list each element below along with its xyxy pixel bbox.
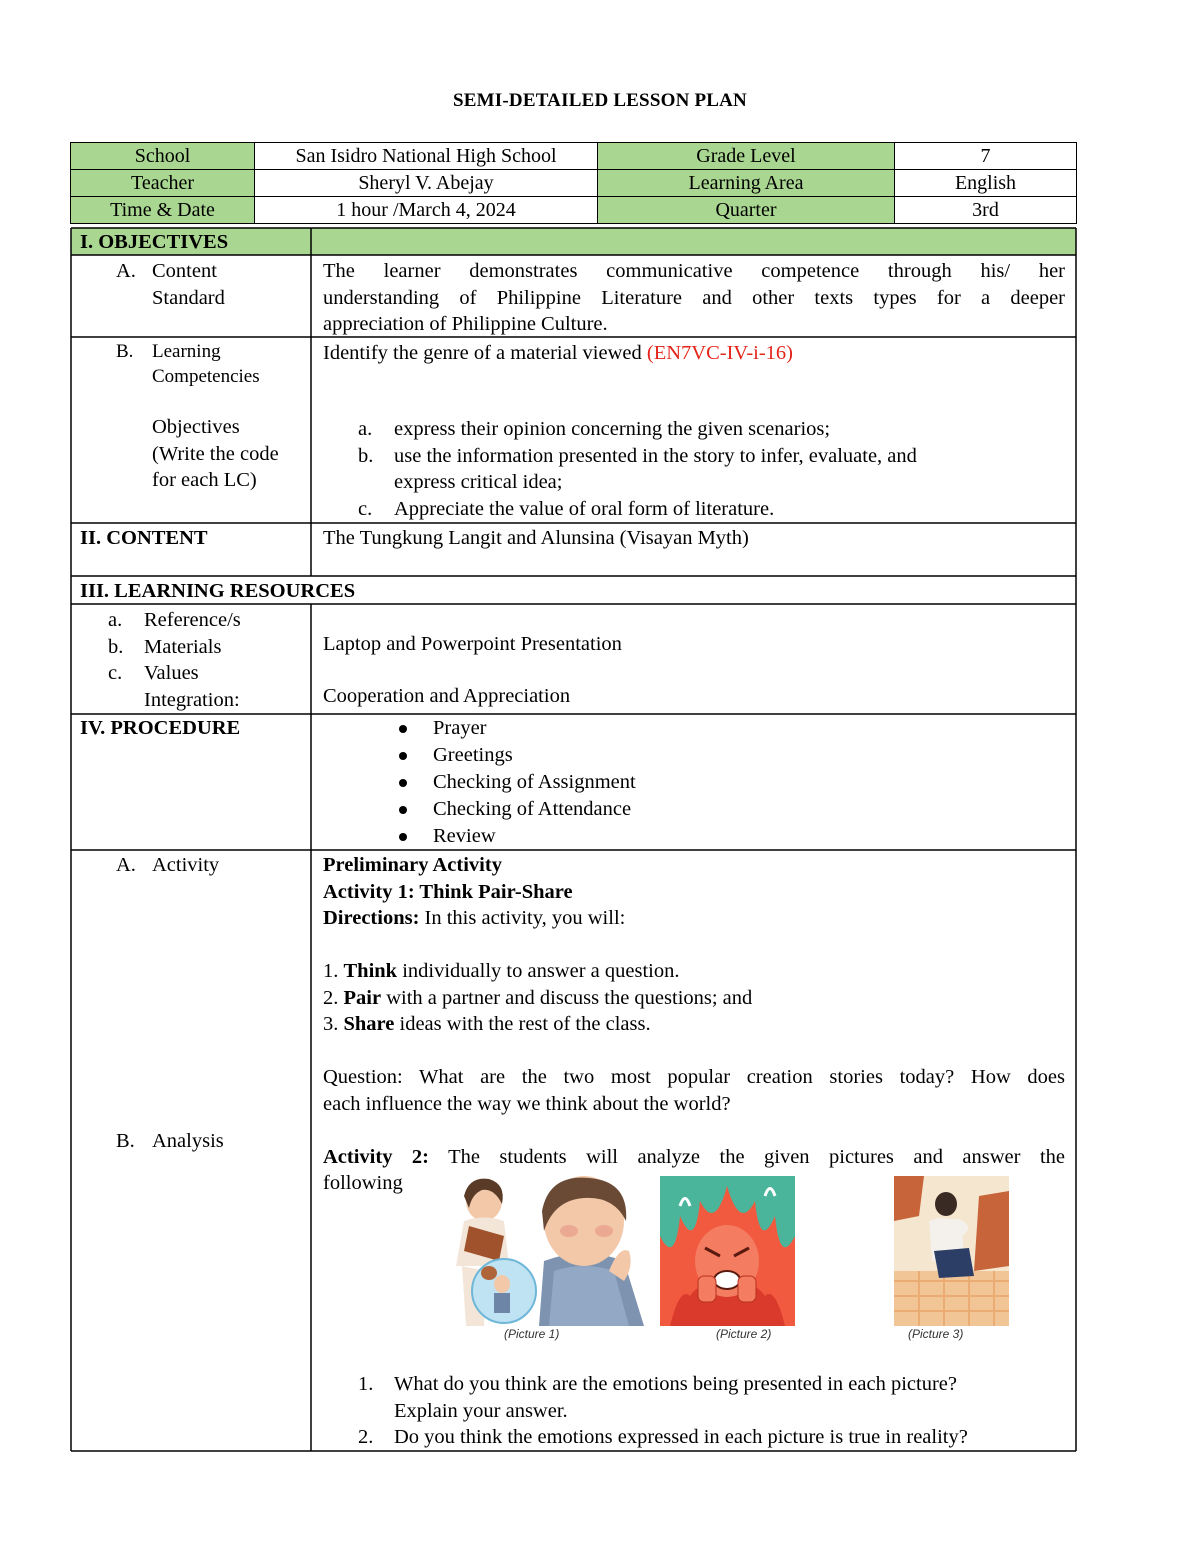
competencies-marker: B. bbox=[116, 341, 134, 362]
competencies-label-line2: Competencies bbox=[152, 366, 260, 387]
competency-text: Identify the genre of a material viewed bbox=[323, 342, 647, 364]
step-item bbox=[323, 958, 1065, 985]
content-text: The Tungkung Langit and Alunsina (Visayan Myth) bbox=[323, 527, 749, 549]
step-item bbox=[323, 985, 1065, 1012]
competency-code: (EN7VC-IV-i-16) bbox=[646, 342, 794, 364]
content-standard-label-line1: Content bbox=[152, 260, 217, 282]
bullet-icon bbox=[399, 752, 407, 760]
question-number: 2. bbox=[358, 1426, 374, 1448]
step-keyword: Share bbox=[343, 1013, 395, 1035]
content-standard-line: understanding of Philippine Literature and other texts types for a deeper bbox=[323, 286, 1065, 309]
step-keyword: Pair bbox=[343, 986, 382, 1009]
step-item bbox=[323, 1011, 1065, 1038]
objectives-label-line: for each LC) bbox=[152, 469, 257, 491]
picture-3-image bbox=[894, 1176, 1009, 1326]
school-label: School bbox=[71, 143, 255, 170]
content-standard-line: appreciation of Philippine Culture. bbox=[323, 313, 608, 335]
question-number: 1. bbox=[358, 1373, 374, 1395]
content-standard-marker: A. bbox=[116, 260, 136, 282]
resource-marker: c. bbox=[108, 662, 123, 684]
step-text: individually to answer a question. bbox=[397, 960, 680, 982]
competencies-label bbox=[152, 339, 260, 389]
procedure-list bbox=[323, 715, 636, 850]
resource-label: Materials bbox=[144, 635, 222, 658]
activity2-text: following bbox=[323, 1172, 403, 1194]
step-number: 2. bbox=[323, 986, 344, 1009]
values-text: Cooperation and Appreciation bbox=[323, 685, 571, 707]
resource-label: Reference/s bbox=[144, 609, 241, 631]
question-item-cont bbox=[358, 1398, 1073, 1425]
procedure-item bbox=[323, 742, 636, 769]
step-keyword: Think bbox=[343, 960, 398, 982]
activity-label: Activity bbox=[152, 854, 220, 876]
objective-item bbox=[358, 443, 1058, 470]
picture-3-caption: (Picture 3) bbox=[908, 1327, 964, 1341]
competencies-label-line1: Learning bbox=[152, 341, 221, 362]
procedure-item-text: Greetings bbox=[433, 744, 513, 767]
activity2-line bbox=[323, 1144, 1065, 1171]
step-number: 3. bbox=[323, 1013, 344, 1035]
picture-1-image bbox=[444, 1176, 647, 1326]
procedure-item-text: Checking of Assignment bbox=[433, 771, 636, 794]
objectives-heading: I. OBJECTIVES bbox=[80, 231, 229, 253]
resource-item bbox=[108, 607, 241, 634]
question-item bbox=[358, 1371, 1073, 1398]
objectives-list bbox=[358, 416, 1058, 522]
question-item-text: What do you think are the emotions being presented in each picture? bbox=[394, 1373, 957, 1395]
resources-list bbox=[108, 607, 241, 713]
bullet-icon bbox=[399, 725, 407, 733]
objectives-label bbox=[152, 414, 279, 494]
activity2-text: The students will analyze the given pictures and answer the bbox=[429, 1145, 1065, 1168]
objective-marker: a. bbox=[358, 418, 373, 440]
objective-item bbox=[358, 416, 1058, 443]
procedure-item-text: Checking of Attendance bbox=[433, 798, 632, 821]
quarter-value: 3rd bbox=[895, 197, 1077, 224]
resources-heading: III. LEARNING RESOURCES bbox=[80, 580, 356, 602]
bullet-icon bbox=[399, 833, 407, 841]
question-item-text: Do you think the emotions expressed in each picture is true in reality? bbox=[394, 1426, 968, 1448]
analysis-label: Analysis bbox=[152, 1130, 224, 1152]
directions-text: In this activity, you will: bbox=[419, 907, 626, 929]
resource-item bbox=[108, 660, 241, 687]
materials-text: Laptop and Powerpoint Presentation bbox=[323, 633, 622, 655]
question-item-text: Explain your answer. bbox=[394, 1399, 568, 1422]
area-label: Learning Area bbox=[598, 170, 895, 197]
resource-item bbox=[108, 634, 241, 661]
step-text: ideas with the rest of the class. bbox=[394, 1013, 651, 1035]
question-text: Question: What are the two most popular creation stories today? How does bbox=[323, 1066, 1065, 1088]
procedure-item bbox=[323, 769, 636, 796]
procedure-item-text: Prayer bbox=[433, 717, 487, 740]
activity-content bbox=[323, 852, 1065, 1197]
procedure-item bbox=[323, 796, 636, 823]
procedure-heading: IV. PROCEDURE bbox=[80, 717, 241, 739]
resource-marker: a. bbox=[108, 609, 123, 631]
bullet-icon bbox=[399, 779, 407, 787]
objective-marker: b. bbox=[358, 444, 374, 467]
directions-line bbox=[323, 905, 1065, 932]
content-standard-label-line2: Standard bbox=[152, 286, 225, 309]
activity2-label: Activity 2: bbox=[323, 1145, 429, 1168]
activity1-title: Activity 1: Think Pair-Share bbox=[323, 880, 573, 903]
objective-text: use the information presented in the story to infer, evaluate, and bbox=[394, 444, 917, 467]
procedure-item bbox=[323, 823, 636, 850]
resource-marker: b. bbox=[108, 635, 124, 658]
grade-label: Grade Level bbox=[598, 143, 895, 170]
picture-2-image bbox=[660, 1176, 795, 1326]
question-item bbox=[358, 1424, 1073, 1451]
content-heading: II. CONTENT bbox=[80, 527, 208, 549]
objective-text: Appreciate the value of oral form of literature. bbox=[394, 497, 775, 520]
teacher-value: Sheryl V. Abejay bbox=[255, 170, 598, 197]
competency-statement bbox=[323, 340, 793, 367]
objective-text: express critical idea; bbox=[394, 471, 563, 493]
question-text: each influence the way we think about the world? bbox=[323, 1092, 731, 1115]
analysis-questions bbox=[358, 1371, 1073, 1451]
activity-marker: A. bbox=[116, 854, 136, 876]
area-value: English bbox=[895, 170, 1077, 197]
page-title: SEMI-DETAILED LESSON PLAN bbox=[453, 90, 747, 111]
procedure-item bbox=[323, 715, 636, 742]
content-standard-text bbox=[323, 258, 1065, 338]
teacher-label: Teacher bbox=[71, 170, 255, 197]
resource-label: Values bbox=[144, 662, 199, 684]
resource-label: Integration: bbox=[144, 688, 240, 711]
objective-marker: c. bbox=[358, 497, 373, 520]
step-text: with a partner and discuss the questions; and bbox=[381, 986, 753, 1009]
procedure-item-text: Review bbox=[433, 825, 496, 848]
bullet-icon bbox=[399, 806, 407, 814]
content-standard-line: The learner demonstrates communicative competence through his/ her bbox=[323, 260, 1065, 282]
objectives-label-line: Objectives bbox=[152, 416, 240, 438]
grade-value: 7 bbox=[895, 143, 1077, 170]
content-standard-label bbox=[152, 258, 225, 311]
objective-item bbox=[358, 496, 1058, 523]
step-number: 1. bbox=[323, 960, 344, 982]
directions-label: Directions: bbox=[323, 907, 420, 929]
objective-text: express their opinion concerning the given scenarios; bbox=[394, 418, 831, 440]
preliminary-activity-title: Preliminary Activity bbox=[323, 854, 502, 876]
school-value: San Isidro National High School bbox=[255, 143, 598, 170]
picture-1-caption: (Picture 1) bbox=[504, 1327, 560, 1341]
picture-2-caption: (Picture 2) bbox=[716, 1327, 772, 1341]
time-value: 1 hour /March 4, 2024 bbox=[255, 197, 598, 224]
quarter-label: Quarter bbox=[598, 197, 895, 224]
analysis-marker: B. bbox=[116, 1130, 135, 1152]
time-label: Time & Date bbox=[71, 197, 255, 224]
objective-item-cont bbox=[358, 469, 1058, 496]
resource-item-cont bbox=[108, 687, 241, 714]
objectives-label-line: (Write the code bbox=[152, 442, 279, 465]
